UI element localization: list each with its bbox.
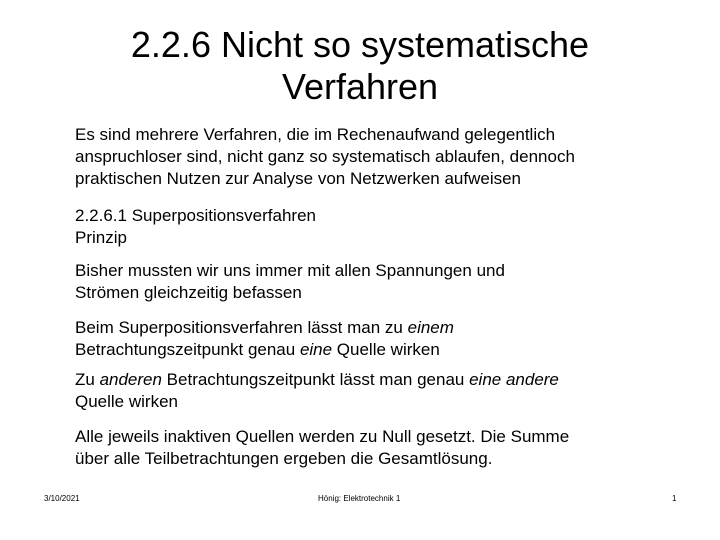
footer-page-number: 1 <box>672 494 677 503</box>
bisher-paragraph <box>75 260 675 304</box>
footer-author: Hönig: Elektrotechnik 1 <box>318 494 401 503</box>
section-heading-block <box>75 205 675 249</box>
bisher-line-2: Strömen gleichzeitig befassen <box>75 283 302 302</box>
footer-date: 3/10/2021 <box>44 494 80 503</box>
zu-text-1b: Betrachtungszeitpunkt lässt man genau <box>161 370 470 389</box>
zu-emphasis-2: eine andere <box>469 370 559 389</box>
zu-text-1a: Zu <box>75 370 100 389</box>
slide-title <box>60 24 660 108</box>
beim-paragraph <box>75 317 675 361</box>
intro-line-2: anspruchloser sind, nicht ganz so systematisch ablaufen, dennoch <box>75 147 575 166</box>
intro-line-3: praktischen Nutzen zur Analyse von Netzwerken aufweisen <box>75 169 522 188</box>
beim-line-2 <box>75 339 675 361</box>
title-line-2: Verfahren <box>281 66 439 107</box>
beim-emphasis-1: einem <box>407 318 454 337</box>
intro-paragraph <box>75 124 675 190</box>
intro-line-1: Es sind mehrere Verfahren, die im Rechenaufwand gelegentlich <box>75 125 556 144</box>
section-subheading: Prinzip <box>75 228 127 247</box>
bisher-line-1: Bisher mussten wir uns immer mit allen Spannungen und <box>75 261 505 280</box>
beim-line-1 <box>75 317 675 339</box>
alle-line-2: über alle Teilbetrachtungen ergeben die Gesamtlösung. <box>75 449 493 468</box>
zu-emphasis-1: anderen <box>99 370 162 389</box>
alle-line-1: Alle jeweils inaktiven Quellen werden zu Null gesetzt. Die Summe <box>75 427 570 446</box>
title-line-1: 2.2.6 Nicht so systematische <box>130 24 590 65</box>
alle-paragraph <box>75 426 675 470</box>
beim-text-1a: Beim Superpositionsverfahren lässt man zu <box>75 318 408 337</box>
beim-emphasis-2: eine <box>299 340 333 359</box>
zu-line-2: Quelle wirken <box>75 392 178 411</box>
beim-text-2b: Quelle wirken <box>332 340 440 359</box>
section-heading: 2.2.6.1 Superpositionsverfahren <box>75 206 316 225</box>
beim-text-2a: Betrachtungszeitpunkt genau <box>75 340 300 359</box>
zu-line-1 <box>75 369 675 391</box>
zu-paragraph <box>75 369 675 413</box>
